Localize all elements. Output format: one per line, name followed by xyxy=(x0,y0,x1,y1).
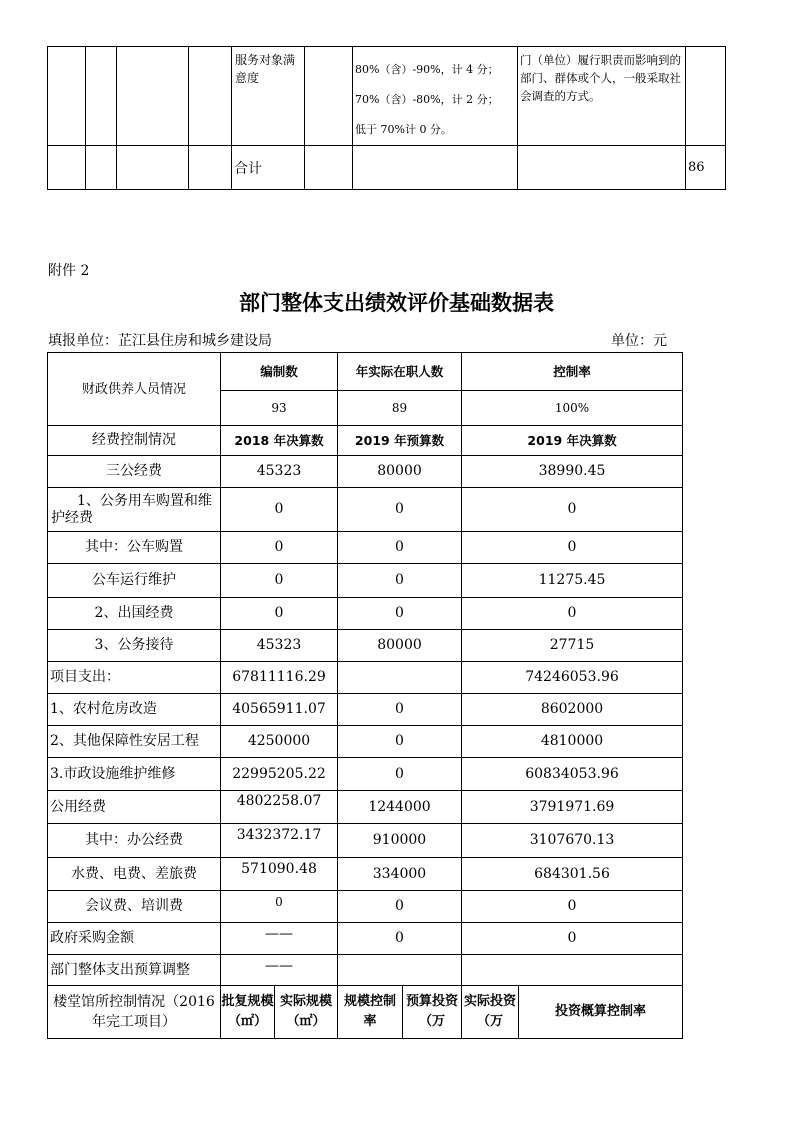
row-label: 其中：办公经费 xyxy=(48,824,221,858)
row-label: 3.市政设施维护维修 xyxy=(48,758,221,791)
row-label: 1、农村危房改造 xyxy=(48,694,221,726)
row-value: 3432372.17 xyxy=(221,824,338,858)
row-value: 0 xyxy=(462,891,683,923)
row-value: 0 xyxy=(338,694,462,726)
staff-header: 控制率 xyxy=(462,353,683,391)
row-value: 40565911.07 xyxy=(221,694,338,726)
row-value: 0 xyxy=(462,488,683,532)
staff-value: 100% xyxy=(462,391,683,426)
row-value: 0 xyxy=(221,598,338,630)
row-label: 公用经费 xyxy=(48,791,221,824)
row-value: 3791971.69 xyxy=(462,791,683,824)
method-cell: 门（单位）履行职责而影响到的部门、群体或个人，一般采取社会调查的方式。 xyxy=(518,47,686,146)
row-label: 2、其他保障性安居工程 xyxy=(48,726,221,758)
attachment-label: 附件 2 xyxy=(48,263,90,279)
total-value: 86 xyxy=(686,146,726,190)
row-label: 其中：公车购置 xyxy=(48,532,221,564)
row-label: 三公经费 xyxy=(48,456,221,488)
currency-unit: 单位：元 xyxy=(611,333,667,349)
row-value: 0 xyxy=(338,891,462,923)
row-value: 0 xyxy=(338,923,462,955)
row-value: 27715 xyxy=(462,630,683,662)
row-value: 0 xyxy=(338,726,462,758)
row-value: 60834053.96 xyxy=(462,758,683,791)
row-value: 22995205.22 xyxy=(221,758,338,791)
staff-label: 财政供养人员情况 xyxy=(48,353,221,426)
row-value xyxy=(338,955,462,986)
row-value: 45323 xyxy=(221,630,338,662)
row-value: 4250000 xyxy=(221,726,338,758)
staff-value: 89 xyxy=(338,391,462,426)
building-header: 投资概算控制率 xyxy=(519,986,683,1039)
row-value: 8602000 xyxy=(462,694,683,726)
row-label: 公车运行维护 xyxy=(48,564,221,598)
staff-header: 年实际在职人数 xyxy=(338,353,462,391)
criterion-cell: 服务对象满意度 xyxy=(232,47,305,146)
row-value: 0 xyxy=(338,758,462,791)
row-value: —— xyxy=(221,955,338,986)
staff-header: 编制数 xyxy=(221,353,338,391)
row-value: 4802258.07 xyxy=(221,791,338,824)
building-header: 批复规模（㎡） xyxy=(221,986,275,1039)
row-value: 45323 xyxy=(221,456,338,488)
row-value: 0 xyxy=(221,891,338,923)
row-label: 1、公务用车购置和维护经费 xyxy=(48,488,221,532)
building-header: 预算投资（万 xyxy=(403,986,462,1039)
building-header: 实际规模（㎡） xyxy=(275,986,338,1039)
scoring-line: 80%（含）-90%，计 4 分； xyxy=(355,63,499,76)
row-value: 684301.56 xyxy=(462,858,683,891)
row-value: 0 xyxy=(221,564,338,598)
scoring-line: 70%（含）-80%，计 2 分； xyxy=(355,93,499,106)
expense-header: 2019 年决算数 xyxy=(462,426,683,456)
building-label: 楼堂馆所控制情况（2016 年完工项目） xyxy=(48,986,221,1039)
row-label: 部门整体支出预算调整 xyxy=(48,955,221,986)
expense-header: 2019 年预算数 xyxy=(338,426,462,456)
row-value xyxy=(338,662,462,694)
row-value xyxy=(462,955,683,986)
row-value: 80000 xyxy=(338,456,462,488)
row-label: 水费、电费、差旅费 xyxy=(48,858,221,891)
row-value: 334000 xyxy=(338,858,462,891)
row-value: 80000 xyxy=(338,630,462,662)
scoring-line: 低于 70%计 0 分。 xyxy=(355,123,452,136)
row-value: 38990.45 xyxy=(462,456,683,488)
row-value: 0 xyxy=(462,532,683,564)
row-value: 0 xyxy=(338,532,462,564)
row-label: 项目支出： xyxy=(48,662,221,694)
row-value: 0 xyxy=(338,598,462,630)
row-value: 11275.45 xyxy=(462,564,683,598)
row-value: 0 xyxy=(221,488,338,532)
row-label: 政府采购金额 xyxy=(48,923,221,955)
performance-data-table xyxy=(47,352,683,1039)
expense-header: 2018 年决算数 xyxy=(221,426,338,456)
total-label: 合计 xyxy=(232,146,305,190)
row-value: 0 xyxy=(462,923,683,955)
staff-value: 93 xyxy=(221,391,338,426)
row-label: 会议费、培训费 xyxy=(48,891,221,923)
previous-evaluation-table xyxy=(47,46,726,190)
row-value: 74246053.96 xyxy=(462,662,683,694)
row-value: 67811116.29 xyxy=(221,662,338,694)
building-header: 实际投资（万 xyxy=(462,986,519,1039)
row-value: 0 xyxy=(221,532,338,564)
row-value: 1244000 xyxy=(338,791,462,824)
scoring-cell xyxy=(353,47,518,146)
row-value: 571090.48 xyxy=(221,858,338,891)
row-value: 0 xyxy=(338,488,462,532)
row-value: 0 xyxy=(338,564,462,598)
row-value: 3107670.13 xyxy=(462,824,683,858)
expense-label: 经费控制情况 xyxy=(48,426,221,456)
reporting-unit: 填报单位：芷江县住房和城乡建设局 xyxy=(48,333,272,349)
row-value: —— xyxy=(221,923,338,955)
row-value: 4810000 xyxy=(462,726,683,758)
page-title: 部门整体支出绩效评价基础数据表 xyxy=(239,291,554,315)
row-value: 910000 xyxy=(338,824,462,858)
row-label: 3、公务接待 xyxy=(48,630,221,662)
row-value: 0 xyxy=(462,598,683,630)
building-header: 规模控制率 xyxy=(338,986,403,1039)
row-label: 2、出国经费 xyxy=(48,598,221,630)
